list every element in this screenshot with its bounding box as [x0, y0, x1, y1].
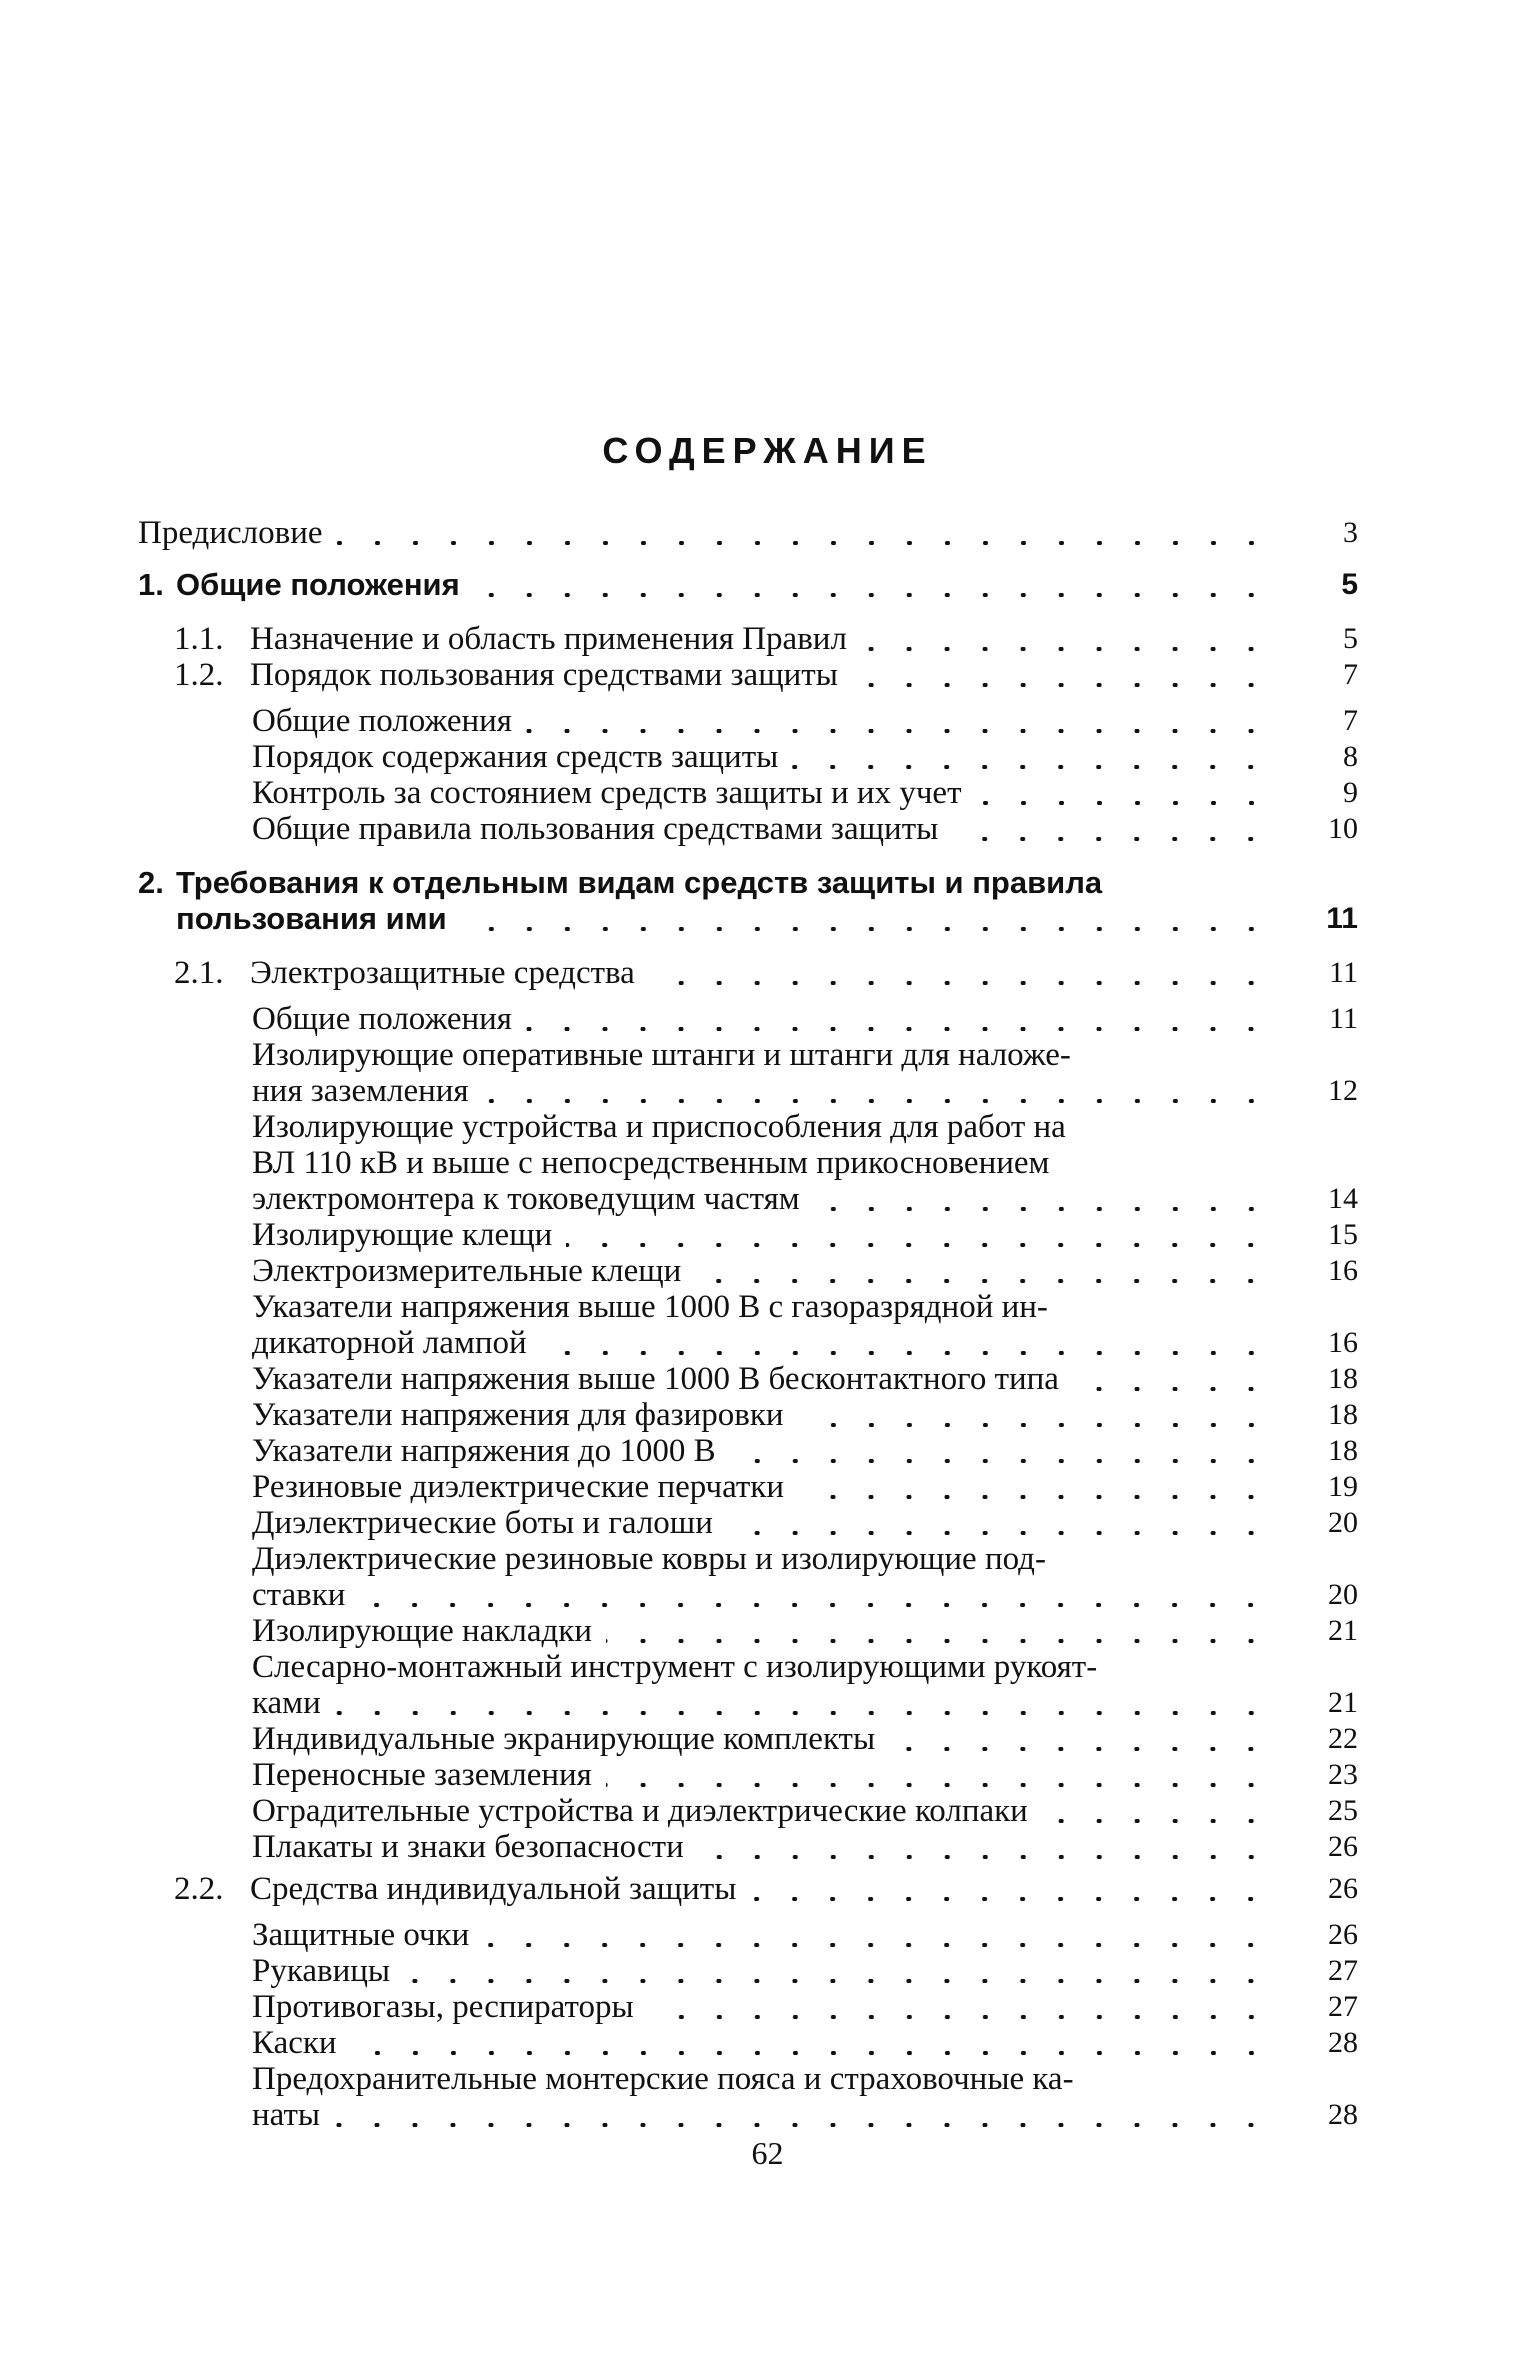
toc-entry: [138, 1109, 1358, 1217]
dot-leader: [649, 981, 1270, 985]
toc-entry: [138, 1793, 1358, 1829]
toc-page-number: 27: [1328, 1990, 1358, 2023]
dot-leader: [483, 1943, 1270, 1947]
toc-entry: [138, 2025, 1358, 2061]
toc-page-number: 23: [1328, 1758, 1358, 1791]
toc-entry-title: Электроизмерительные клещи: [252, 1253, 682, 1289]
toc-page-number: 7: [1343, 658, 1358, 691]
toc-entry-title: электромонтера к токоведущим частям: [252, 1181, 800, 1217]
toc-row: [138, 1953, 1358, 1989]
toc-page-number: 11: [1329, 956, 1358, 989]
toc-row: [138, 1361, 1358, 1397]
toc-row: [138, 1433, 1358, 1469]
toc-entry: [138, 1829, 1358, 1865]
toc-entry-title: Общие положения: [252, 1001, 512, 1037]
toc-section-number: 2.2.: [174, 1871, 224, 1907]
toc-entry: [138, 955, 1358, 991]
toc-entry-title: Порядок содержания средств защиты: [252, 739, 779, 775]
toc-row: [138, 1541, 1358, 1577]
toc-page-number: 26: [1328, 1918, 1358, 1951]
toc-entry-title: Диэлектрические боты и галоши: [252, 1505, 713, 1541]
toc-entry-title: Общие положения: [252, 703, 512, 739]
toc-row: [138, 567, 1358, 603]
toc-page-number: 3: [1343, 516, 1358, 549]
dot-leader: [541, 1351, 1270, 1355]
toc-row: [138, 657, 1358, 693]
dot-leader: [566, 1243, 1270, 1247]
toc-entry-title: Указатели напряжения для фазировки: [252, 1397, 784, 1433]
toc-section-number: 1.2.: [174, 657, 224, 693]
toc-entry: [138, 1217, 1358, 1253]
toc-page-number: 11: [1329, 1002, 1358, 1035]
dot-leader: [334, 2123, 1270, 2127]
toc-page-number: 26: [1328, 1830, 1358, 1863]
toc-row: [138, 1871, 1358, 1907]
toc-entry-title: Изолирующие клещи: [252, 1217, 553, 1253]
toc-entry-title: наты: [252, 2097, 321, 2133]
dot-leader: [461, 927, 1270, 931]
toc-entry-title: Предохранительные монтерские пояса и страховочные ка-: [252, 2061, 1074, 2097]
table-of-contents: [138, 515, 1358, 2133]
toc-entry-title: Порядок пользования средствами защиты: [250, 657, 838, 693]
toc-page-number: 18: [1328, 1398, 1358, 1431]
toc-row: [138, 1505, 1358, 1541]
toc-entry-title: ния заземления: [252, 1073, 469, 1109]
dot-leader: [648, 2015, 1270, 2019]
dot-leader: [526, 729, 1270, 733]
toc-entry: [138, 621, 1358, 657]
dot-leader: [606, 1783, 1270, 1787]
toc-entry-title: Слесарно-монтажный инструмент с изолирующими рукоят-: [252, 1649, 1098, 1685]
dot-leader: [404, 1979, 1270, 1983]
toc-page-number: 8: [1343, 740, 1358, 773]
toc-entry-title: Каски: [252, 2025, 337, 2061]
toc-page-number: 22: [1328, 1722, 1358, 1755]
toc-page-number: 27: [1328, 1954, 1358, 1987]
toc-entry: [138, 1613, 1358, 1649]
toc-entry-title: Общие правила пользования средствами защиты: [252, 811, 939, 847]
dot-leader: [730, 1459, 1270, 1463]
toc-row: [138, 1397, 1358, 1433]
toc-entry: [138, 1917, 1358, 1953]
toc-page-number: 16: [1328, 1326, 1358, 1359]
toc-row-continuation: [138, 1577, 1358, 1613]
toc-row: [138, 515, 1358, 551]
toc-page-number: 18: [1328, 1434, 1358, 1467]
toc-entry: [138, 1871, 1358, 1907]
toc-page-number: 26: [1328, 1872, 1358, 1905]
toc-page-number: 21: [1328, 1614, 1358, 1647]
toc-entry-title: Средства индивидуальной защиты: [250, 1871, 737, 1907]
toc-entry-title: Противогазы, респираторы: [252, 1989, 634, 2025]
toc-entry-title: Указатели напряжения до 1000 В: [252, 1433, 716, 1469]
toc-entry-title: Рукавицы: [252, 1953, 391, 1989]
dot-leader: [698, 1855, 1270, 1859]
toc-page-number: 5: [1341, 568, 1358, 601]
toc-row: [138, 1649, 1358, 1685]
toc-entry: [138, 567, 1358, 603]
toc-entry: [138, 1037, 1358, 1109]
page-number: 62: [751, 2135, 784, 2171]
toc-row: [138, 1289, 1358, 1325]
toc-row: [138, 621, 1358, 657]
toc-entry-title: Плакаты и знаки безопасности: [252, 1829, 684, 1865]
dot-leader: [976, 801, 1271, 805]
dot-leader: [483, 1099, 1270, 1103]
toc-entry: [138, 1989, 1358, 2025]
toc-row: [138, 2061, 1358, 2097]
toc-row: [138, 739, 1358, 775]
dot-leader: [335, 1711, 1270, 1715]
toc-entry-title: ками: [252, 1685, 321, 1721]
toc-section-number: 2.1.: [174, 955, 224, 991]
toc-row: [138, 703, 1358, 739]
toc-entry-title: Защитные очки: [252, 1917, 470, 1953]
toc-row: [138, 955, 1358, 991]
toc-entry: [138, 1433, 1358, 1469]
toc-page-number: 19: [1328, 1470, 1358, 1503]
toc-entry-title: Переносные заземления: [252, 1757, 592, 1793]
toc-page-number: 25: [1328, 1794, 1358, 1827]
toc-row: [138, 1109, 1358, 1145]
toc-page-number: 20: [1328, 1578, 1358, 1611]
toc-entry: [138, 1469, 1358, 1505]
toc-row: [138, 1217, 1358, 1253]
dot-leader: [695, 1279, 1270, 1283]
toc-entry-title: пользования ими: [176, 901, 447, 936]
toc-page-number: 18: [1328, 1362, 1358, 1395]
dot-leader: [474, 593, 1270, 597]
toc-row: [138, 1037, 1358, 1073]
toc-page-number: 15: [1328, 1218, 1358, 1251]
toc-entry-title: Индивидуальные экранирующие комплекты: [252, 1721, 876, 1757]
dot-leader: [792, 765, 1270, 769]
toc-entry: [138, 1253, 1358, 1289]
toc-entry-title: Требования к отдельным видам средств защиты и правила: [176, 865, 1103, 900]
toc-row: [138, 1989, 1358, 2025]
dot-leader: [814, 1207, 1270, 1211]
toc-entry-title: Изолирующие накладки: [252, 1613, 592, 1649]
dot-leader: [606, 1639, 1270, 1643]
dot-leader: [798, 1495, 1270, 1499]
toc-entry-title: ставки: [252, 1577, 346, 1613]
toc-row: [138, 775, 1358, 811]
toc-entry: [138, 515, 1358, 551]
toc-row: [138, 865, 1358, 901]
toc-entry: [138, 1001, 1358, 1037]
toc-entry: [138, 775, 1358, 811]
toc-row: [138, 1829, 1358, 1865]
toc-entry-title: Резиновые диэлектрические перчатки: [252, 1469, 784, 1505]
toc-entry-title: Изолирующие оперативные штанги и штанги для наложе-: [252, 1037, 1071, 1073]
dot-leader: [861, 647, 1270, 651]
toc-entry: [138, 2061, 1358, 2133]
toc-page-number: 9: [1343, 776, 1358, 809]
toc-entry-title: Назначение и область применения Правил: [250, 621, 847, 657]
dot-leader: [337, 541, 1271, 545]
dot-leader: [526, 1027, 1270, 1031]
toc-entry: [138, 1361, 1358, 1397]
toc-row-continuation: [138, 1685, 1358, 1721]
toc-entry: [138, 703, 1358, 739]
toc-entry-title: ВЛ 110 кВ и выше с непосредственным прикосновением: [252, 1145, 1050, 1181]
toc-row: [138, 1001, 1358, 1037]
toc-entry: [138, 657, 1358, 693]
toc-row: [138, 2025, 1358, 2061]
toc-entry: [138, 1757, 1358, 1793]
toc-entry: [138, 1505, 1358, 1541]
toc-entry-title: Диэлектрические резиновые ковры и изолирующие под-: [252, 1541, 1046, 1577]
toc-entry: [138, 1289, 1358, 1361]
toc-section-number: 1.1.: [174, 621, 224, 657]
toc-row: [138, 1253, 1358, 1289]
toc-entry-title: Общие положения: [176, 567, 460, 602]
toc-row: [138, 1721, 1358, 1757]
toc-page-number: 16: [1328, 1254, 1358, 1287]
dot-leader: [1073, 1387, 1270, 1391]
toc-page-number: 11: [1326, 902, 1358, 935]
toc-entry: [138, 739, 1358, 775]
dot-leader: [889, 1747, 1270, 1751]
toc-entry: [138, 1953, 1358, 1989]
toc-row-continuation: [138, 901, 1358, 937]
toc-entry-title: Электрозащитные средства: [250, 955, 635, 991]
toc-row-continuation: [138, 1145, 1358, 1181]
toc-row-continuation: [138, 1181, 1358, 1217]
toc-row: [138, 1757, 1358, 1793]
toc-entry-title: Оградительные устройства и диэлектрические колпаки: [252, 1793, 1028, 1829]
toc-page-number: 5: [1343, 622, 1358, 655]
toc-entry: [138, 1721, 1358, 1757]
toc-entry: [138, 1541, 1358, 1613]
toc-section-number: 1.: [138, 567, 164, 602]
toc-row: [138, 1613, 1358, 1649]
dot-leader: [852, 683, 1270, 687]
dot-leader: [727, 1531, 1270, 1535]
toc-page-number: 12: [1328, 1074, 1358, 1107]
toc-entry-title: Предисловие: [138, 515, 323, 551]
toc-page-number: 14: [1328, 1182, 1358, 1215]
toc-row-continuation: [138, 1073, 1358, 1109]
toc-entry-title: Контроль за состоянием средств защиты и их учет: [252, 775, 962, 811]
toc-row-continuation: [138, 1325, 1358, 1361]
toc-entry-title: Указатели напряжения выше 1000 В бесконтактного типа: [252, 1361, 1059, 1397]
toc-page-number: 28: [1328, 2026, 1358, 2059]
toc-row-continuation: [138, 2097, 1358, 2133]
dot-leader: [798, 1423, 1270, 1427]
toc-page-number: 21: [1328, 1686, 1358, 1719]
toc-entry-title: Изолирующие устройства и приспособления для работ на: [252, 1109, 1066, 1145]
toc-row: [138, 811, 1358, 847]
toc-entry: [138, 1397, 1358, 1433]
dot-leader: [1042, 1819, 1270, 1823]
toc-entry-title: дикаторной лампой: [252, 1325, 527, 1361]
toc-page-number: 28: [1328, 2098, 1358, 2131]
toc-row: [138, 1793, 1358, 1829]
toc-entry: [138, 865, 1358, 937]
dot-leader: [750, 1897, 1270, 1901]
toc-page-number: 10: [1328, 812, 1358, 845]
toc-entry-title: Указатели напряжения выше 1000 В с газоразрядной ин-: [252, 1289, 1048, 1325]
page-title: СОДЕРЖАНИЕ: [602, 430, 933, 471]
toc-page-number: 7: [1343, 704, 1358, 737]
dot-leader: [952, 837, 1270, 841]
toc-entry: [138, 811, 1358, 847]
toc-page-number: 20: [1328, 1506, 1358, 1539]
toc-section-number: 2.: [138, 865, 164, 900]
dot-leader: [359, 1603, 1270, 1607]
toc-row: [138, 1469, 1358, 1505]
toc-row: [138, 1917, 1358, 1953]
toc-entry: [138, 1649, 1358, 1721]
dot-leader: [351, 2051, 1270, 2055]
